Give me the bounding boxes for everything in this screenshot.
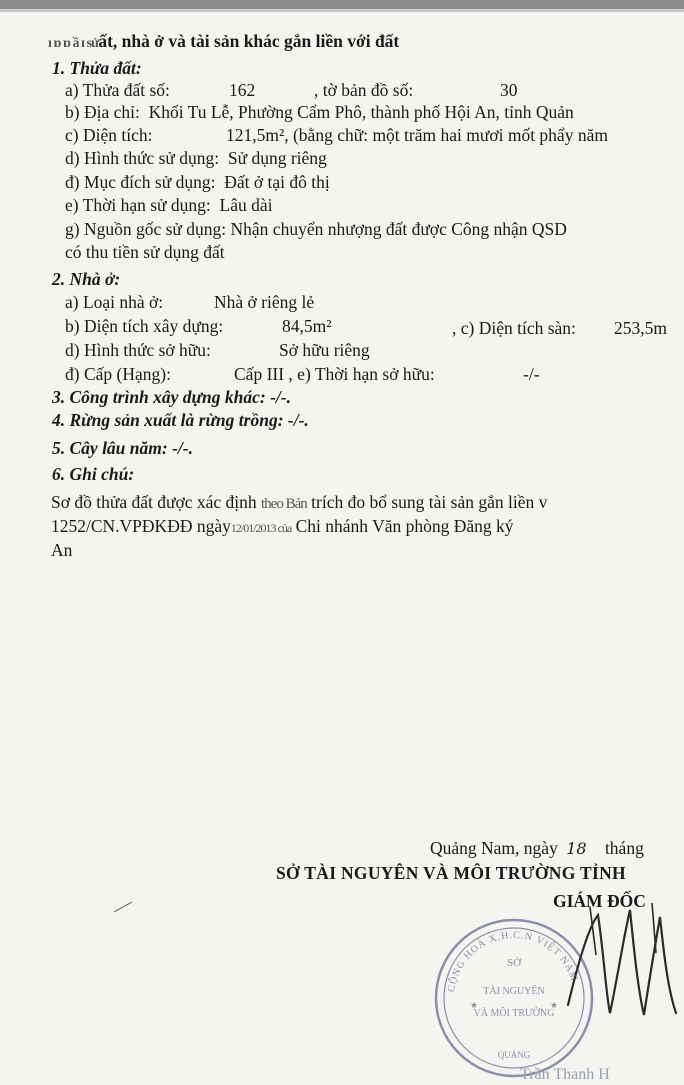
signer-role: GIÁM ĐỐC <box>553 891 646 911</box>
usage-origin-value: Nhận chuyển nhượng đất được Công nhận QSD <box>230 219 567 239</box>
building-area-value: 84,5m² <box>282 316 332 336</box>
section-1-heading: 1. Thửa đất: <box>52 58 142 78</box>
usage-term-value: Lâu dài <box>219 195 273 215</box>
seal-line-4: QUẢNG <box>497 1050 531 1060</box>
ownership-term-value: -/- <box>523 364 540 384</box>
seal-ring-text: CỘNG HOÀ X.H.C.N VIỆT NAM <box>446 929 580 993</box>
usage-origin-continued: có thu tiền sử dụng đất <box>65 242 225 262</box>
note-blurred-text: theo Bản <box>261 496 307 512</box>
seal-star-right: ★ <box>550 1001 559 1011</box>
ownership-form-value: Sở hữu riêng <box>279 340 370 360</box>
section-3-other-works: 3. Công trình xây dựng khác: -/-. <box>52 387 291 407</box>
note-blurred-date: 12/01/2013 của <box>230 521 292 535</box>
title-prefix-blurred: ı ɒ ɒ ầ ɪ sử <box>48 36 99 51</box>
usage-form-row: d) Hình thức sử dụng: Sử dụng riêng <box>65 148 327 168</box>
address-value: Khối Tu Lễ, Phường Cẩm Phô, thành phố Hội An, tỉnh Quản <box>148 102 574 122</box>
issuing-agency: SỞ TÀI NGUYÊN VÀ MÔI TRƯỜNG TỈNH <box>276 863 626 883</box>
usage-origin-row: g) Nguồn gốc sử dụng: Nhận chuyển nhượng đất được Công nhận QSD <box>65 219 567 239</box>
note-line-3: An <box>51 540 73 560</box>
note-line-1: Sơ đồ thửa đất được xác định theo Bản trích đo bổ sung tài sản gắn liền v <box>51 492 548 512</box>
map-sheet-label: , tờ bản đồ số: <box>314 80 414 100</box>
floor-area-value: 253,5m <box>614 318 667 338</box>
section-2-heading: 2. Nhà ở: <box>52 269 121 289</box>
document-title <box>48 31 399 54</box>
seal-line-2: TÀI NGUYÊN <box>483 986 545 997</box>
area-value: 121,5m², (bằng chữ: một trăm hai mươi mốt phẩy năm <box>226 125 608 145</box>
area-label: c) Diện tích: <box>65 125 153 145</box>
seal-line-3: VÀ MÔI TRƯỜNG <box>473 1008 555 1019</box>
house-grade-value: Cấp III , e) Thời hạn sở hữu: <box>234 364 435 384</box>
usage-purpose-row: đ) Mục đích sử dụng: Đất ở tại đô thị <box>65 172 330 192</box>
issue-date-row: Quảng Nam, ngày 18 tháng <box>430 838 644 858</box>
floor-area-label: , c) Diện tích sàn: <box>452 318 576 338</box>
building-area-label: b) Diện tích xây dựng: <box>65 316 224 336</box>
house-type-value: Nhà ở riêng lẻ <box>214 292 315 312</box>
issue-day-handwritten: 18 <box>566 839 587 858</box>
section-5-perennial-trees: 5. Cây lâu năm: -/-. <box>52 438 193 458</box>
director-signature <box>560 895 684 1025</box>
scan-top-edge <box>0 0 684 9</box>
house-grade-label: đ) Cấp (Hạng): <box>65 364 171 384</box>
signer-name-partial: Trần Thanh H <box>520 1066 610 1083</box>
usage-form-value: Sử dụng riêng <box>227 148 327 168</box>
usage-term-row: e) Thời hạn sử dụng: Lâu dài <box>65 195 273 215</box>
usage-purpose-value: Đất ở tại đô thị <box>224 172 330 192</box>
scan-top-edge-shadow <box>0 9 684 12</box>
land-parcel-number: 162 <box>229 80 256 100</box>
scan-speck <box>112 900 134 914</box>
seal-star-left: ★ <box>470 1001 479 1011</box>
ownership-form-label: d) Hình thức sở hữu: <box>65 340 211 360</box>
title-text: ất, nhà ở và tài sản khác gắn liền với đất <box>98 31 400 51</box>
house-type-label: a) Loại nhà ở: <box>65 292 164 312</box>
address-row: b) Địa chỉ: Khối Tu Lễ, Phường Cẩm Phô, thành phố Hội An, tỉnh Quản <box>65 102 574 122</box>
land-parcel-number-row: a) Thửa đất số: <box>65 80 170 100</box>
seal-line-1: SỞ <box>506 957 522 969</box>
section-6-heading: 6. Ghi chú: <box>52 464 135 484</box>
map-sheet-number: 30 <box>500 80 518 100</box>
note-line-2: 1252/CN.VPĐKĐĐ ngày12/01/2013 của Chi nhánh Văn phòng Đăng ký <box>51 516 514 536</box>
section-4-planted-forest: 4. Rừng sản xuất là rừng trồng: -/-. <box>52 410 309 430</box>
